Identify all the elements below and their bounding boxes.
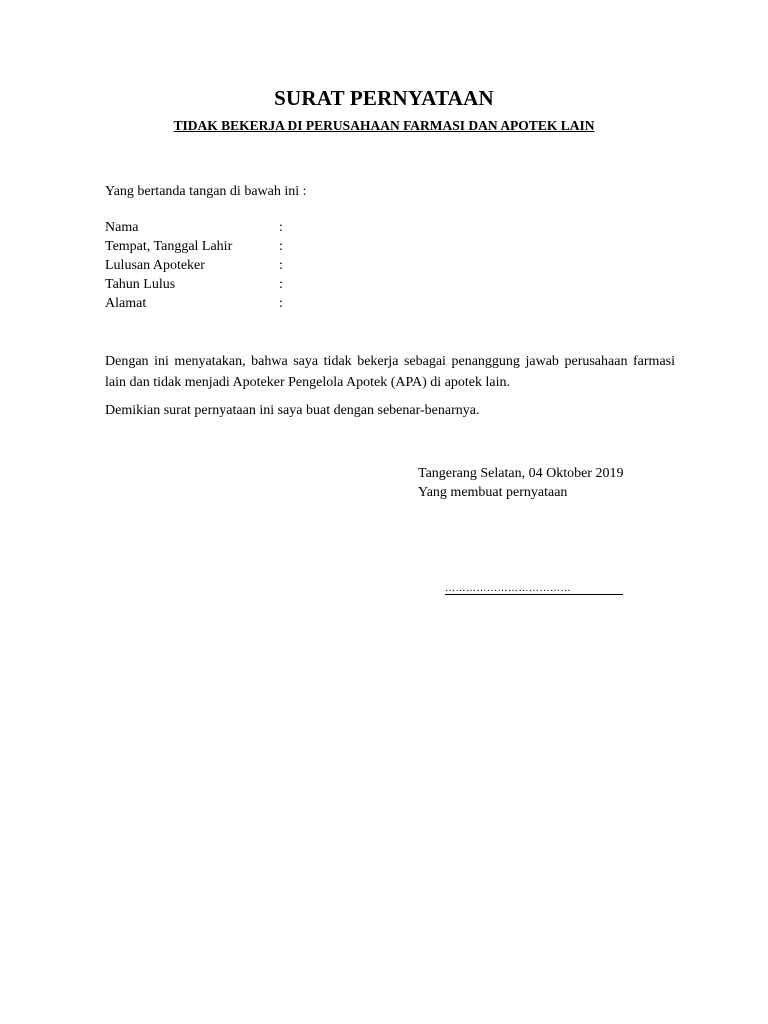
- field-row-name: [105, 218, 283, 237]
- document-subtitle-text: TIDAK BEKERJA DI PERUSAHAAN FARMASI DAN APOTEK LAIN: [173, 118, 595, 133]
- identity-fields: [105, 218, 283, 313]
- signature-line: ………………………………: [445, 583, 623, 595]
- field-separator: :: [279, 239, 283, 254]
- document-subtitle: [0, 118, 768, 134]
- field-separator: :: [279, 258, 283, 273]
- field-row-birth: [105, 237, 283, 256]
- field-separator: :: [279, 277, 283, 292]
- document-title: SURAT PERNYATAAN: [274, 86, 494, 110]
- field-row-address: [105, 294, 283, 313]
- field-label-graduate: Lulusan Apoteker: [105, 258, 205, 273]
- field-separator: :: [279, 220, 283, 235]
- signer-label: Yang membuat pernyataan: [418, 485, 568, 500]
- place-date: Tangerang Selatan, 04 Oktober 2019: [418, 466, 624, 481]
- field-row-graduate: [105, 256, 283, 275]
- intro-text: Yang bertanda tangan di bawah ini :: [105, 184, 307, 199]
- closing-paragraph: Demikian surat pernyataan ini saya buat dengan sebenar-benarnya.: [105, 403, 480, 418]
- field-label-birth: Tempat, Tanggal Lahir: [105, 239, 233, 254]
- field-row-year: [105, 275, 283, 294]
- field-label-name: Nama: [105, 220, 139, 235]
- field-label-address: Alamat: [105, 296, 147, 311]
- statement-paragraph: Dengan ini menyatakan, bahwa saya tidak bekerja sebagai penanggung jawab perusahaan farmasi lain dan tidak menjadi Apoteker Pengelola Apotek (APA) di apotek lain.: [105, 354, 675, 390]
- field-label-year: Tahun Lulus: [105, 277, 176, 292]
- field-separator: :: [279, 296, 283, 311]
